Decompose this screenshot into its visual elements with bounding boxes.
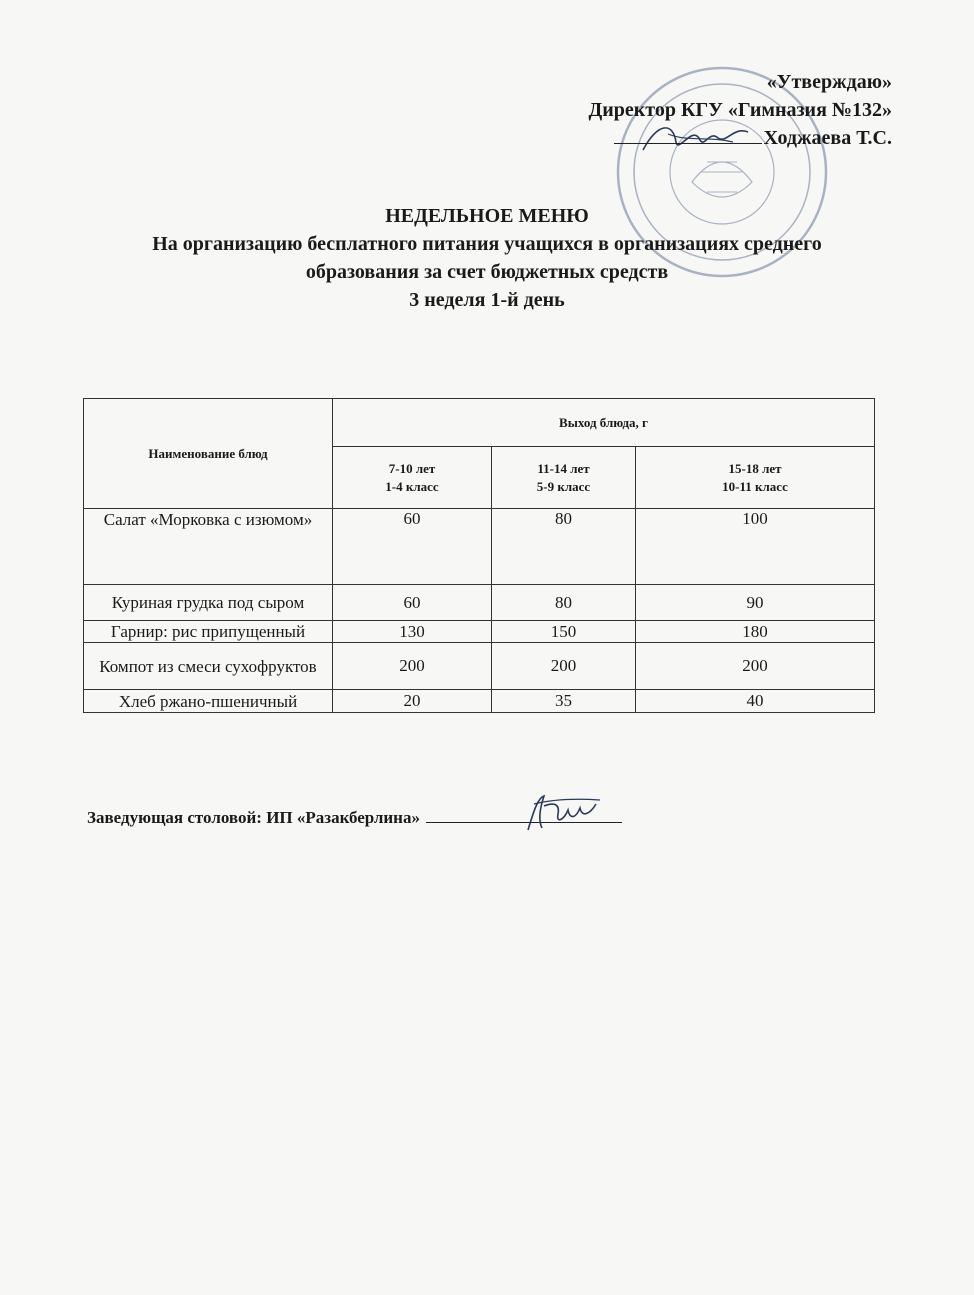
table-row xyxy=(84,690,875,713)
yield-value: 60 xyxy=(333,585,492,621)
yield-value: 200 xyxy=(492,643,636,690)
dish-name: Куриная грудка под сыром xyxy=(84,585,333,621)
canteen-manager-label: Заведующая столовой: ИП «Разакберлина» xyxy=(87,808,420,827)
table-row xyxy=(84,621,875,643)
yield-header: Выход блюда, г xyxy=(333,399,875,447)
dish-name: Хлеб ржано-пшеничный xyxy=(84,690,333,713)
dish-name-header: Наименование блюд xyxy=(84,399,333,509)
table-row xyxy=(84,643,875,690)
document-week-day: 3 неделя 1-й день xyxy=(409,289,565,311)
table-header-row xyxy=(84,399,875,447)
dish-name: Салат «Морковка с изюмом» xyxy=(84,509,333,585)
group-header xyxy=(492,447,636,509)
yield-value: 80 xyxy=(492,585,636,621)
group-grade: 1-4 класс xyxy=(385,478,439,494)
group-grade: 5-9 класс xyxy=(536,478,591,494)
dish-name: Гарнир: рис припущенный xyxy=(84,621,333,643)
group-age: 15-18 лет xyxy=(728,460,782,476)
document-subtitle-1: На организацию бесплатного питания учащихся в организациях среднего xyxy=(152,233,822,255)
yield-value: 40 xyxy=(636,690,875,713)
yield-value: 35 xyxy=(492,690,636,713)
yield-value: 180 xyxy=(636,621,875,643)
document-heading xyxy=(60,202,914,314)
menu-table xyxy=(83,398,875,713)
manager-signature xyxy=(520,790,610,838)
yield-value: 200 xyxy=(333,643,492,690)
approval-director-name: Ходжаева Т.С. xyxy=(763,127,892,149)
table-row xyxy=(84,585,875,621)
dish-name: Компот из смеси сухофруктов xyxy=(84,643,333,690)
yield-value: 90 xyxy=(636,585,875,621)
table-row xyxy=(84,509,875,585)
group-grade: 10-11 класс xyxy=(722,478,788,494)
approval-title: «Утверждаю» xyxy=(766,71,892,93)
document-title: НЕДЕЛЬНОЕ МЕНЮ xyxy=(385,205,589,227)
group-age: 11-14 лет xyxy=(537,460,590,476)
signature-underline xyxy=(614,125,762,144)
group-header xyxy=(333,447,492,509)
yield-value: 130 xyxy=(333,621,492,643)
yield-value: 20 xyxy=(333,690,492,713)
group-header xyxy=(636,447,875,509)
group-age: 7-10 лет xyxy=(388,460,436,476)
approval-block xyxy=(588,68,892,152)
approval-director: Директор КГУ «Гимназия №132» xyxy=(588,99,892,121)
yield-value: 60 xyxy=(333,509,492,585)
yield-value: 200 xyxy=(636,643,875,690)
approval-signature-line xyxy=(588,124,892,152)
yield-value: 150 xyxy=(492,621,636,643)
yield-value: 80 xyxy=(492,509,636,585)
yield-value: 100 xyxy=(636,509,875,585)
document-subtitle-2: образования за счет бюджетных средств xyxy=(305,261,669,283)
